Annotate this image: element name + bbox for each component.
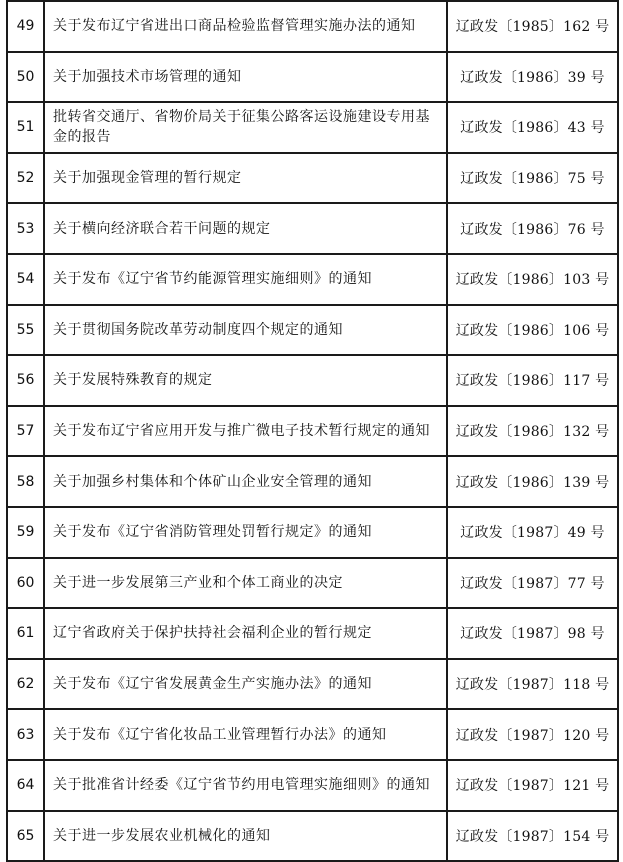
document-number: 辽政发〔1987〕154 号 — [447, 811, 618, 862]
row-number: 52 — [7, 153, 44, 204]
table-row — [7, 406, 618, 457]
document-number: 辽政发〔1987〕121 号 — [447, 760, 618, 811]
row-number: 53 — [7, 203, 44, 254]
table-row — [7, 355, 618, 406]
document-title: 关于发布《辽宁省消防管理处罚暂行规定》的通知 — [44, 507, 447, 558]
document-title: 关于发布辽宁省应用开发与推广微电子技术暂行规定的通知 — [44, 406, 447, 457]
table-row — [7, 760, 618, 811]
document-title: 关于横向经济联合若干问题的规定 — [44, 203, 447, 254]
document-title: 关于加强乡村集体和个体矿山企业安全管理的通知 — [44, 456, 447, 507]
document-number: 辽政发〔1987〕77 号 — [447, 558, 618, 609]
document-title: 关于发布辽宁省进出口商品检验监督管理实施办法的通知 — [44, 1, 447, 52]
row-number: 58 — [7, 456, 44, 507]
document-title: 辽宁省政府关于保护扶持社会福利企业的暂行规定 — [44, 608, 447, 659]
row-number: 55 — [7, 305, 44, 356]
row-number: 63 — [7, 709, 44, 760]
row-number: 60 — [7, 558, 44, 609]
row-number: 65 — [7, 811, 44, 862]
table-row — [7, 203, 618, 254]
table-row — [7, 558, 618, 609]
row-number: 50 — [7, 52, 44, 103]
document-number: 辽政发〔1986〕39 号 — [447, 52, 618, 103]
document-number: 辽政发〔1986〕75 号 — [447, 153, 618, 204]
row-number: 57 — [7, 406, 44, 457]
document-number: 辽政发〔1987〕120 号 — [447, 709, 618, 760]
document-title: 关于进一步发展农业机械化的通知 — [44, 811, 447, 862]
table-row — [7, 659, 618, 710]
row-number: 64 — [7, 760, 44, 811]
row-number: 49 — [7, 1, 44, 52]
document-number: 辽政发〔1986〕103 号 — [447, 254, 618, 305]
row-number: 61 — [7, 608, 44, 659]
document-table — [6, 0, 619, 862]
row-number: 54 — [7, 254, 44, 305]
document-number: 辽政发〔1985〕162 号 — [447, 1, 618, 52]
table-row — [7, 1, 618, 52]
document-title: 关于发展特殊教育的规定 — [44, 355, 447, 406]
document-number: 辽政发〔1986〕132 号 — [447, 406, 618, 457]
document-title: 关于进一步发展第三产业和个体工商业的决定 — [44, 558, 447, 609]
document-number: 辽政发〔1987〕49 号 — [447, 507, 618, 558]
document-title: 关于贯彻国务院改革劳动制度四个规定的通知 — [44, 305, 447, 356]
table-row — [7, 811, 618, 862]
table-row — [7, 709, 618, 760]
document-title: 关于发布《辽宁省化妆品工业管理暂行办法》的通知 — [44, 709, 447, 760]
document-title: 关于发布《辽宁省节约能源管理实施细则》的通知 — [44, 254, 447, 305]
table-row — [7, 456, 618, 507]
document-number: 辽政发〔1986〕43 号 — [447, 102, 618, 153]
document-title: 关于批准省计经委《辽宁省节约用电管理实施细则》的通知 — [44, 760, 447, 811]
table-row — [7, 102, 618, 153]
document-number: 辽政发〔1986〕117 号 — [447, 355, 618, 406]
table-row — [7, 52, 618, 103]
row-number: 59 — [7, 507, 44, 558]
table-row — [7, 305, 618, 356]
document-title: 批转省交通厅、省物价局关于征集公路客运设施建设专用基金的报告 — [44, 102, 447, 153]
document-number: 辽政发〔1987〕98 号 — [447, 608, 618, 659]
document-title: 关于加强现金管理的暂行规定 — [44, 153, 447, 204]
document-title: 关于加强技术市场管理的通知 — [44, 52, 447, 103]
row-number: 62 — [7, 659, 44, 710]
table-row — [7, 507, 618, 558]
document-number: 辽政发〔1987〕118 号 — [447, 659, 618, 710]
table-row — [7, 153, 618, 204]
row-number: 51 — [7, 102, 44, 153]
document-title: 关于发布《辽宁省发展黄金生产实施办法》的通知 — [44, 659, 447, 710]
document-number: 辽政发〔1986〕76 号 — [447, 203, 618, 254]
document-number: 辽政发〔1986〕106 号 — [447, 305, 618, 356]
table-row — [7, 608, 618, 659]
table-row — [7, 254, 618, 305]
document-number: 辽政发〔1986〕139 号 — [447, 456, 618, 507]
row-number: 56 — [7, 355, 44, 406]
